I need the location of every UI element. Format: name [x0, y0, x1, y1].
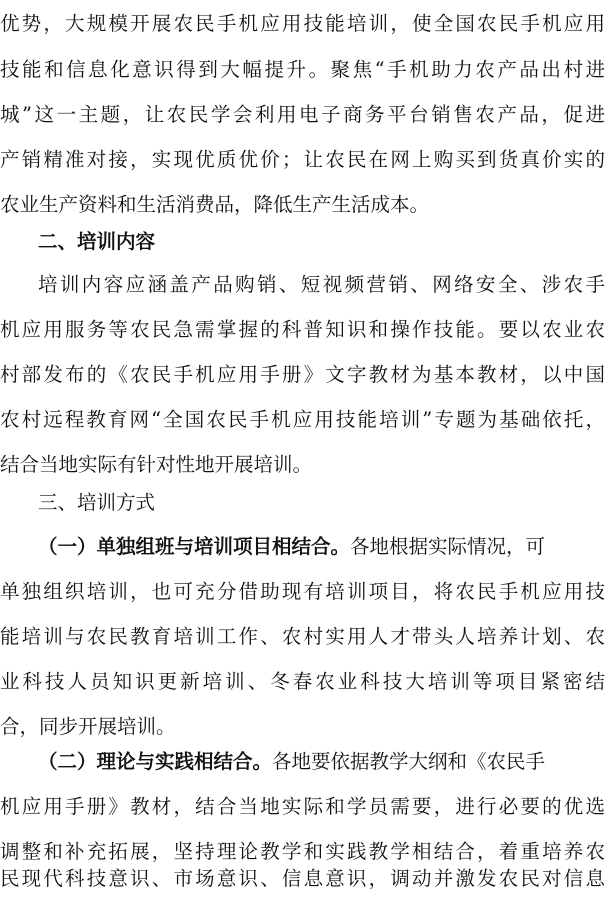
subsection-first-line	[0, 740, 605, 784]
paragraph-line: 结合当地实际有针对性地开展培训。	[0, 453, 313, 476]
paragraph-line: 技能和信息化意识得到大幅提升。聚焦“手机助力农产品出村进	[0, 58, 605, 81]
paragraph-line: 优势，大规模开展农民手机应用技能培训，使全国农民手机应用	[0, 12, 605, 35]
subsection-title: （二）理论与实践相结合。	[38, 750, 273, 773]
paragraph-line: 调整和补充拓展，坚持理论教学和实践教学相结合，着重培养农	[0, 840, 605, 863]
paragraph-line: 民现代科技意识、市场意识、信息意识，调动并激发农民对信息	[0, 867, 605, 890]
paragraph-line: 产销精准对接，实现优质优价；让农民在网上购买到货真价实的	[0, 148, 605, 171]
paragraph-line: 城”这一主题，让农民学会利用电子商务平台销售农产品，促进	[0, 103, 605, 126]
subsection-first-line	[0, 525, 605, 569]
section-heading: 三、培训方式	[38, 491, 156, 514]
subsection-title: （一）单独组班与培训项目相结合。	[38, 535, 351, 558]
paragraph-line: 机应用手册》教材，结合当地实际和学员需要，进行必要的优选	[0, 795, 605, 818]
subsection-text: 各地根据实际情况，可	[350, 535, 546, 558]
paragraph-line: 单独组织培训，也可充分借助现有培训项目，将农民手机应用技	[0, 580, 605, 603]
paragraph-line: 农村远程教育网“全国农民手机应用技能培训”专题为基础依托，	[0, 408, 605, 431]
paragraph-line: 培训内容应涵盖产品购销、短视频营销、网络安全、涉农手	[38, 273, 605, 296]
subsection-text: 各地要依据教学大纲和《农民手	[272, 750, 546, 773]
paragraph-line: 村部发布的《农民手机应用手册》文字教材为基本教材，以中国	[0, 363, 605, 386]
section-heading: 二、培训内容	[38, 230, 156, 253]
paragraph-line: 业科技人员知识更新培训、冬春农业科技大培训等项目紧密结	[0, 670, 605, 693]
paragraph-line: 合，同步开展培训。	[0, 715, 176, 738]
paragraph-line: 能培训与农民教育培训工作、农村实用人才带头人培养计划、农	[0, 625, 605, 648]
paragraph-line: 农业生产资料和生活消费品，降低生产生活成本。	[0, 193, 430, 216]
paragraph-line: 机应用服务等农民急需掌握的科普知识和操作技能。要以农业农	[0, 318, 605, 341]
